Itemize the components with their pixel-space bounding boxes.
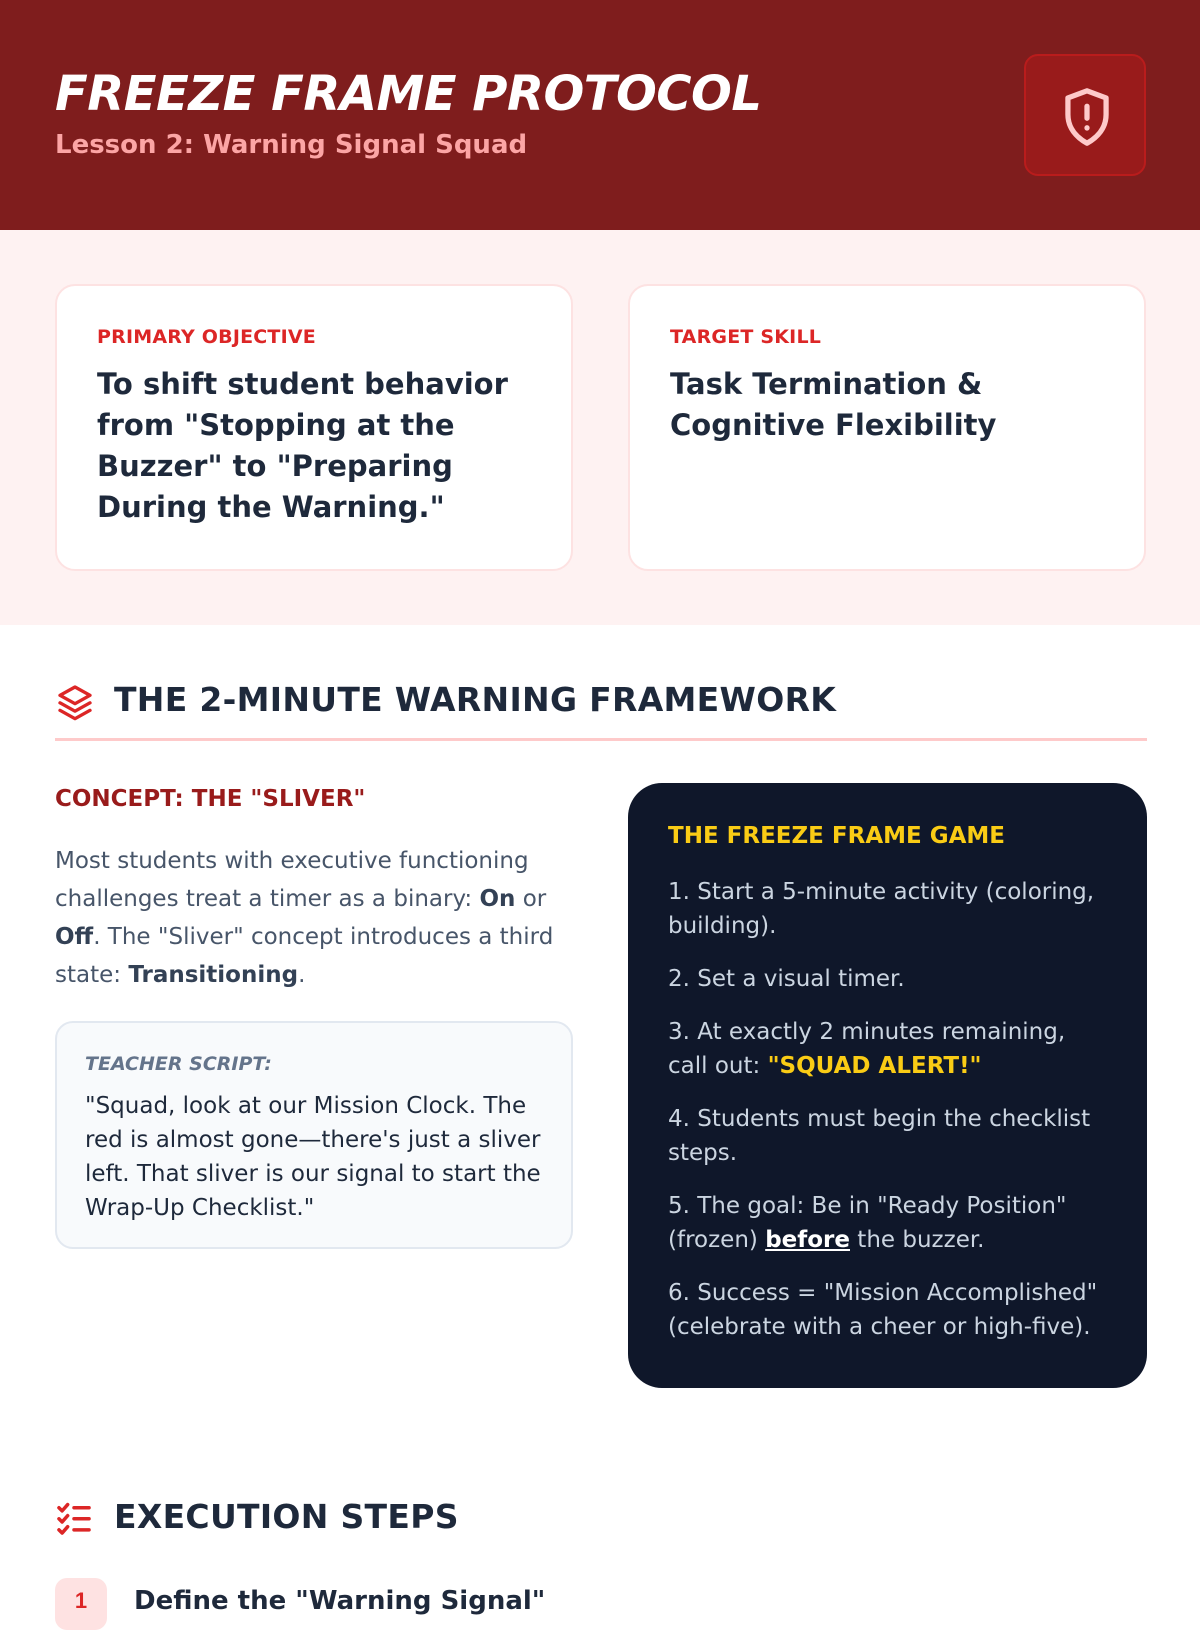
step-number-badge: 1 <box>55 1578 107 1630</box>
teacher-script-box <box>55 1021 573 1249</box>
off-state: Off <box>55 924 94 950</box>
page-title: FREEZE FRAME PROTOCOL <box>55 66 762 122</box>
transitioning-state: Transitioning <box>128 962 299 988</box>
on-state: On <box>479 886 516 912</box>
execution-title: EXECUTION STEPS <box>114 1497 459 1536</box>
shield-alert-icon <box>1058 86 1116 148</box>
game-step-2: 2. Set a visual timer. <box>668 966 905 992</box>
objectives-band <box>0 230 1200 625</box>
game-step-1: 1. Start a 5-minute activity (coloring, building). <box>668 879 1095 939</box>
game-title: THE FREEZE FRAME GAME <box>668 823 1006 849</box>
checklist-icon <box>55 1499 93 1537</box>
teacher-script-text: "Squad, look at our Mission Clock. The red is almost gone—there's just a sliver left. That sliver is our signal to start the Wrap-Up Checklist." <box>85 1093 541 1221</box>
target-skill-text: Task Termination & Cognitive Flexibility <box>670 367 997 442</box>
game-step-5: 5. The goal: Be in "Ready Position" (frozen) before the buzzer. <box>668 1193 1067 1253</box>
execution-step <box>55 1578 1147 1618</box>
concept-title: CONCEPT: THE "SLIVER" <box>55 786 366 812</box>
shield-badge <box>1024 54 1146 176</box>
primary-objective-text: To shift student behavior from "Stopping at the Buzzer" to "Preparing During the Warning." <box>97 367 508 524</box>
game-step-4: 4. Students must begin the checklist steps. <box>668 1106 1091 1166</box>
target-skill-card <box>628 284 1146 571</box>
layers-icon <box>55 682 95 722</box>
step-label: Define the "Warning Signal" <box>134 1586 546 1616</box>
before-emphasis: before <box>765 1227 850 1253</box>
primary-objective-label: PRIMARY OBJECTIVE <box>97 326 316 348</box>
section-divider <box>55 738 1147 741</box>
freeze-frame-game-box <box>628 783 1147 1388</box>
game-step-6: 6. Success = "Mission Accomplished" (celebrate with a cheer or high-five). <box>668 1280 1098 1340</box>
execution-heading <box>55 1493 1147 1543</box>
concept-body: Most students with executive functioning challenges treat a timer as a binary: On or Off. The "Sliver" concept introduces a third state: Transitioning. <box>55 848 554 988</box>
framework-title: THE 2-MINUTE WARNING FRAMEWORK <box>114 680 837 719</box>
page-header <box>0 0 1200 230</box>
framework-heading <box>55 676 1147 726</box>
teacher-script-label: TEACHER SCRIPT: <box>85 1053 272 1075</box>
primary-objective-card <box>55 284 573 571</box>
target-skill-label: TARGET SKILL <box>670 326 822 348</box>
lesson-subtitle: Lesson 2: Warning Signal Squad <box>55 130 528 160</box>
squad-alert-callout: "SQUAD ALERT!" <box>767 1053 982 1079</box>
game-step-3: 3. At exactly 2 minutes remaining, call out: "SQUAD ALERT!" <box>668 1019 1066 1079</box>
